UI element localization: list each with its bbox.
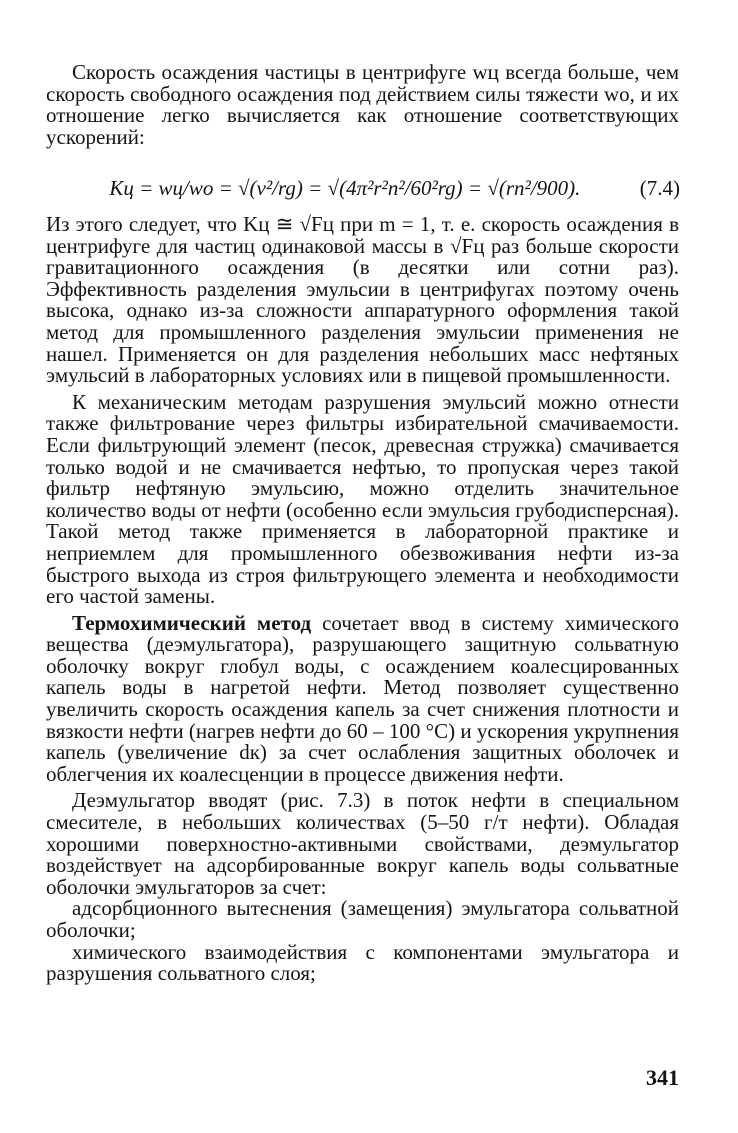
- text-block-top: [46, 62, 679, 148]
- text-block-main: [46, 214, 679, 985]
- list-item-2: химического взаимодействия с компонентами эмульгатора и разрушения сольватного слоя;: [46, 939, 679, 986]
- term-thermochemical-method: Термохимический метод: [72, 610, 312, 635]
- paragraph-4: [46, 610, 679, 786]
- paragraph-5: Деэмульгатор вводят (рис. 7.3) в поток нефти в специальном смесителе, в небольших количествах (5–50 г/т нефти). Обладая хорошими поверхностно-активными свойствами, деэмульгатор воздействует на адсорбированные вокруг капель воды сольватные оболочки эмульгаторов за счет:: [46, 788, 679, 899]
- equation-number: (7.4): [639, 175, 680, 200]
- paragraph-2: Из этого следует, что Kц ≅ √Fц при m = 1, т. е. скорость осаждения в центрифуге для частиц одинаковой массы в √Fц раз больше скорости гравитационного осаждения (в десятки или сотни раз). Эффективность разделения эмульсии в центрифугах поэтому очень высока, однако из-за сложности аппаратурного оформления такой метод для промышленного разделения эмульсии применения не нашел. Применяется он для разделения небольших масс нефтяных эмульсий в лабораторных условиях или в пищевой промышленности.: [46, 212, 679, 388]
- formula-7-4: [60, 170, 680, 206]
- page-number: 341: [646, 1065, 679, 1090]
- list-item-1: адсорбционного вытеснения (замещения) эмульгатора сольватной оболочки;: [46, 896, 679, 942]
- paragraph-3: К механическим методам разрушения эмульсий можно отнести также фильтрование через фильтры избирательной смачиваемости. Если фильтрующий элемент (песок, древесная стружка) смачивается только водой и не смачивается нефтью, то пропуская через такой фильтр нефтяную эмульсию, можно отделить значительное количество воды от нефти (особенно если эмульсия грубодисперсная). Такой метод также применяется в лабораторной практике и неприемлем для промышленного обезвоживания нефти из-за быстрого выхода из строя фильтрующего элемента и необходимости его частой замены.: [46, 389, 679, 609]
- paragraph-4-text: сочетает ввод в систему химического вещества (деэмульгатора), разрушающего защитную сольватную оболочку вокруг глобул воды, с осаждением коалесцированных капель воды в нагретой нефти. Метод позволяет существенно увеличить скорость осаждения капель за счет снижения плотности и вязкости нефти (нагрев нефти до 60 – 100 °С) и ускорения укрупнения капель (увеличение dк) за счет ослабления защитных оболочек и облегчения их коалесценции в процессе движения нефти.: [46, 610, 679, 786]
- paragraph-1: Скорость осаждения частицы в центрифуге wц всегда больше, чем скорость свободного осаждения под действием силы тяжести wо, и их отношение легко вычисляется как отношение соответствующих ускорений:: [46, 60, 679, 149]
- formula-expression: Kц = wц/wо = √(v²/rg) = √(4π²r²n²/60²rg) = √(rn²/900).: [109, 175, 581, 200]
